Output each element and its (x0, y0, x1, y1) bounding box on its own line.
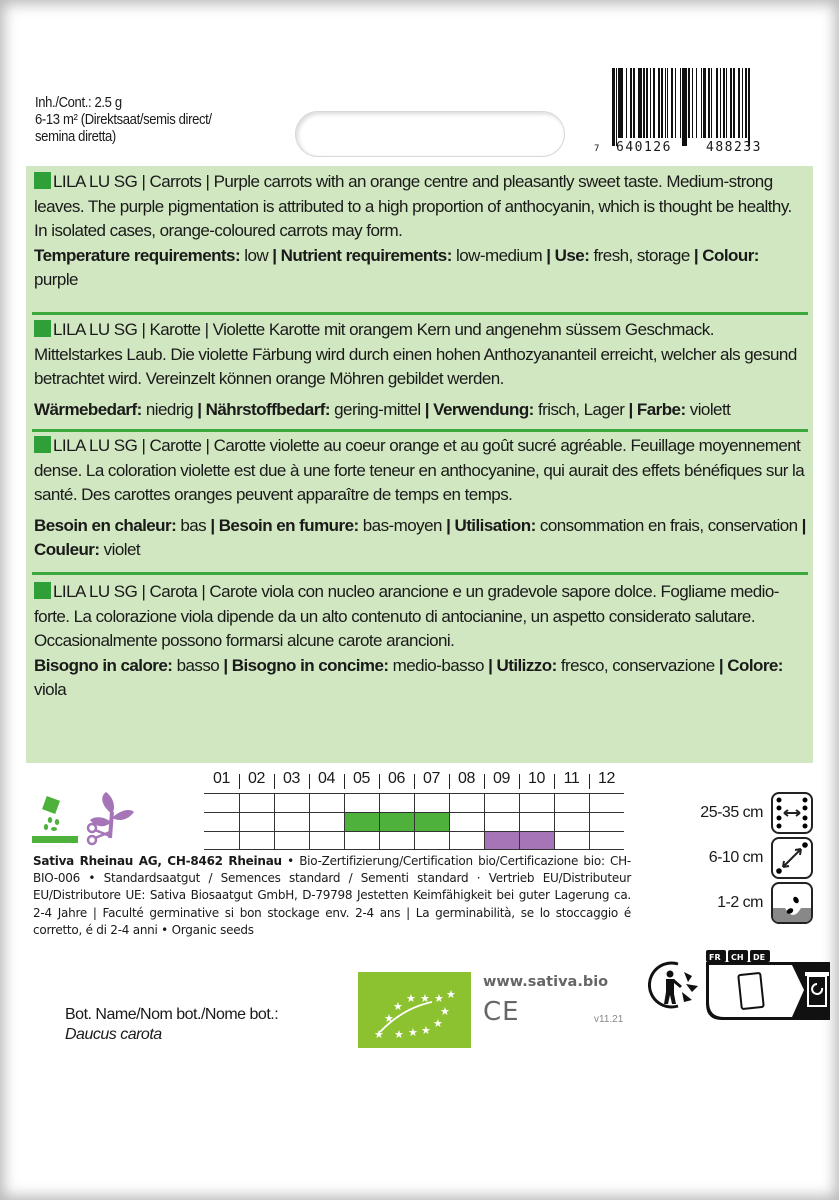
barcode (594, 68, 800, 158)
row-spacing-value: 25-35 cm (700, 804, 763, 821)
triman-recycling-icon (648, 960, 704, 1010)
net-content: Inh./Cont.: 2.5 g (35, 95, 122, 111)
svg-text:★: ★ (408, 1026, 418, 1039)
month-label: 11 (554, 770, 589, 793)
month-label: 05 (344, 770, 379, 793)
calendar-cell (204, 794, 239, 812)
sowing-harvest-calendar (204, 770, 624, 850)
description-text: LILA LU SG | Carota | Carote viola con nucleo arancione e un gradevole sapore dolce. Fogliame medio-forte. La colorazione viola dipende da un alto contenuto di antocianine, un aspetto considerato salutare. Occasionalmente possono formarsi alcune carote arancioni. (34, 582, 779, 650)
calendar-grid (204, 793, 624, 850)
calendar-row-sowing (204, 812, 624, 831)
country-ch: CH (731, 953, 744, 962)
barcode-first-digit: 7 (594, 144, 601, 154)
botanical-value: Daucus carota (65, 1026, 162, 1043)
calendar-row-blank (204, 793, 624, 812)
month-label: 04 (309, 770, 344, 793)
info-tri-recycling-icon (704, 950, 832, 1026)
description-panel (26, 166, 813, 763)
description-text: LILA LU SG | Karotte | Violette Karotte mit orangem Kern und angenehm süssem Geschmack. Mittelstarkes Laub. Die violette Färbung wird durch einen hohen Anthozyananteil erreicht, welcher als gesund betrachtet wird. Vereinzelt können orange Möhren gebildet werden. (34, 320, 797, 388)
svg-text:★: ★ (393, 1000, 403, 1013)
calendar-cell (484, 813, 519, 831)
hang-hole-slot (295, 111, 565, 157)
country-fr: FR (709, 953, 721, 962)
botanical-name (65, 1005, 278, 1045)
company-details: • Bio-Zertifizierung/Certification bio/Certificazione bio: CH-BIO-006 • Standardsaatgut / Semences standard / Sementi standard · Vertrieb EU/Distributeur EU/Distributore UE: Sativa Biosaatgut GmbH, D-79798 Jestetten Keimfähigkeit bei guter Lagerung ca. 2-4 Jahre | Faculté germinative si bon stockage env. 2-4 ans | La germinabilità, se lo stoccaggio é corretto, é di 2-4 anni • Organic seeds (33, 854, 631, 937)
calendar-cell (589, 813, 624, 831)
section-divider (32, 312, 808, 315)
month-label: 10 (519, 770, 554, 793)
properties-line: Wärmebedarf: niedrig | Nährstoffbedarf: gering-mittel | Verwendung: frisch, Lager | Farbe: violett (34, 399, 731, 419)
calendar-cell (484, 794, 519, 812)
plant-spacing-icon (771, 837, 813, 879)
barcode-left-digits: 640126 (616, 140, 672, 155)
month-label: 07 (414, 770, 449, 793)
company-info (33, 853, 631, 939)
sowing-area-cont: semina diretta) (35, 129, 116, 145)
svg-text:★: ★ (446, 988, 456, 1001)
calendar-cell (239, 794, 274, 812)
green-square-icon (34, 436, 51, 453)
calendar-cell (414, 813, 449, 831)
calendar-cell (554, 832, 589, 849)
section-divider (32, 572, 808, 575)
ce-mark: CE (483, 997, 520, 1027)
month-label: 06 (379, 770, 414, 793)
calendar-cell (379, 832, 414, 849)
properties-line: Besoin en chaleur: bas | Besoin en fumure: bas-moyen | Utilisation: consommation en frais, conservation | Couleur: violet (34, 515, 806, 559)
calendar-cell (589, 794, 624, 812)
svg-text:★: ★ (374, 1028, 384, 1041)
svg-text:★: ★ (406, 992, 416, 1005)
company-name: Sativa Rheinau AG, CH-8462 Rheinau (33, 854, 282, 868)
month-label: 02 (239, 770, 274, 793)
plant-spacing (709, 837, 813, 879)
calendar-cell (274, 794, 309, 812)
calendar-cell (484, 832, 519, 849)
content-info (35, 95, 212, 146)
green-square-icon (34, 320, 51, 337)
harvest-icon (84, 790, 136, 846)
eu-organic-leaf-logo (358, 972, 471, 1048)
svg-text:★: ★ (433, 1017, 443, 1030)
sowing-depth (717, 882, 813, 924)
calendar-cell (449, 832, 484, 849)
month-label: 01 (213, 770, 230, 787)
calendar-cell (519, 813, 554, 831)
calendar-cell (204, 813, 239, 831)
calendar-cell (309, 813, 344, 831)
calendar-cell (414, 832, 449, 849)
calendar-cell (449, 813, 484, 831)
calendar-cell (519, 794, 554, 812)
section-divider (32, 429, 808, 432)
green-square-icon (34, 172, 51, 189)
calendar-cell (554, 813, 589, 831)
properties-line: Temperature requirements: low | Nutrient requirements: low-medium | Use: fresh, storage | Colour: purple (34, 245, 759, 289)
calendar-cell (204, 832, 239, 849)
description-text: LILA LU SG | Carotte | Carotte violette au coeur orange et au goût sucré agréable. Feuillage moyennement dense. La coloration violette est due à une forte teneur en anthocyanine, qui aurait des effets bénéfiques sur la santé. Des carottes oranges peuvent apparaître de temps en temps. (34, 436, 805, 504)
botanical-label: Bot. Name/Nom bot./Nome bot.: (65, 1006, 279, 1023)
description-it (34, 580, 806, 703)
version-label: v11.21 (594, 1014, 624, 1025)
sowing-depth-icon (771, 882, 813, 924)
description-en (34, 170, 806, 293)
calendar-cell (449, 794, 484, 812)
calendar-cell (379, 794, 414, 812)
calendar-cell (414, 794, 449, 812)
calendar-cell (239, 813, 274, 831)
svg-text:★: ★ (421, 1024, 431, 1037)
calendar-cell (344, 813, 379, 831)
website-link[interactable]: www.sativa.bio (483, 974, 609, 990)
description-fr (34, 434, 806, 563)
calendar-cell (239, 832, 274, 849)
barcode-bars (612, 68, 751, 138)
month-label: 09 (484, 770, 519, 793)
calendar-cell (344, 794, 379, 812)
row-spacing (700, 792, 813, 834)
calendar-months (204, 770, 624, 793)
row-spacing-icon (771, 792, 813, 834)
calendar-cell (344, 832, 379, 849)
calendar-cell (274, 832, 309, 849)
svg-text:★: ★ (420, 992, 430, 1005)
green-square-icon (34, 582, 51, 599)
plant-spacing-value: 6-10 cm (708, 849, 763, 866)
country-de: DE (753, 953, 766, 962)
description-de (34, 318, 806, 422)
properties-line: Bisogno in calore: basso | Bisogno in concime: medio-basso | Utilizzo: fresco, conservazione | Colore: viola (34, 655, 783, 699)
month-label: 08 (449, 770, 484, 793)
svg-text:★: ★ (394, 1028, 404, 1041)
calendar-row-harvest (204, 831, 624, 850)
svg-text:★: ★ (434, 992, 444, 1005)
calendar-cell (274, 813, 309, 831)
calendar-cell (309, 794, 344, 812)
sowing-icon (32, 796, 78, 844)
month-label: 03 (274, 770, 309, 793)
calendar-cell (379, 813, 414, 831)
calendar-cell (519, 832, 554, 849)
svg-text:★: ★ (440, 1005, 450, 1018)
month-label: 12 (589, 770, 624, 793)
svg-text:★: ★ (384, 1012, 394, 1025)
calendar-cell (589, 832, 624, 849)
calendar-cell (309, 832, 344, 849)
calendar-cell (554, 794, 589, 812)
sowing-area: 6-13 m² (Direktsaat/semis direct/ (35, 112, 212, 128)
barcode-right-digits: 488233 (706, 140, 762, 155)
description-text: LILA LU SG | Carrots | Purple carrots with an orange centre and pleasantly sweet taste. Medium-strong leaves. The purple pigmentation is attributed to a high proportion of anthocyanin, which is thought be healthy. In isolated cases, orange-coloured carrots may form. (34, 172, 792, 240)
sowing-depth-value: 1-2 cm (717, 894, 763, 911)
